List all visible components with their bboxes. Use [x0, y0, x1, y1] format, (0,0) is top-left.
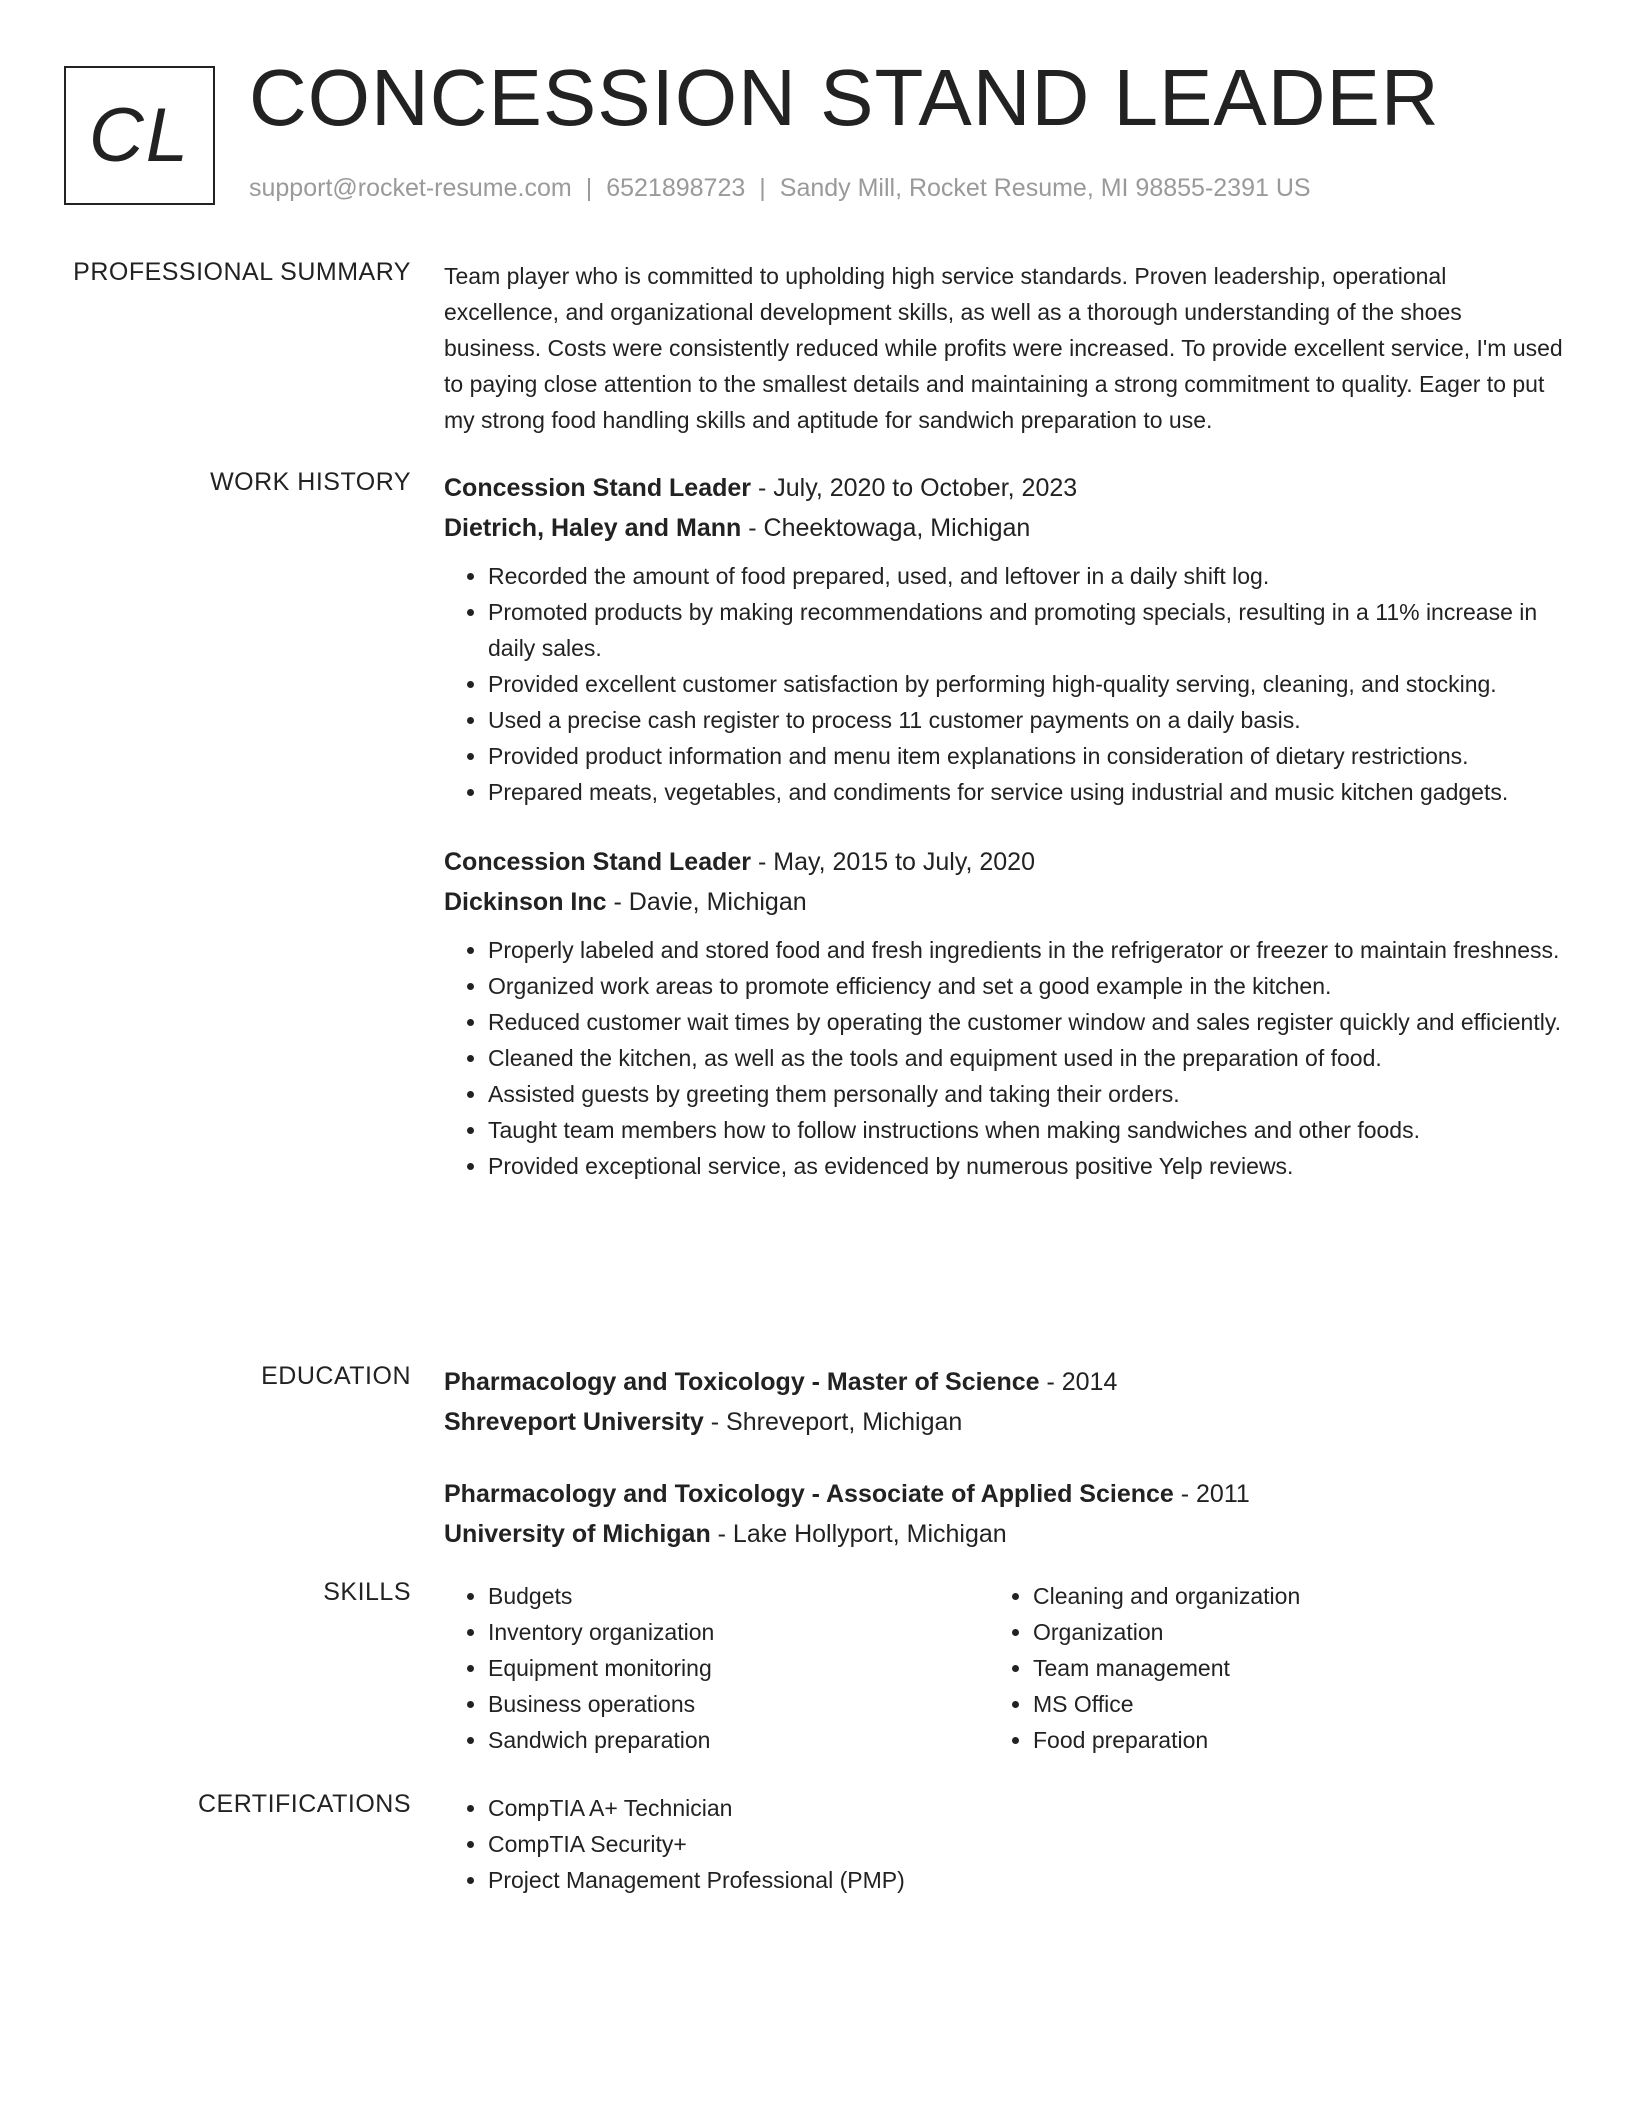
section-heading: PROFESSIONAL SUMMARY	[73, 258, 411, 286]
contact-phone[interactable]: 6521898723	[606, 174, 746, 202]
job-location: - Davie, Michigan	[606, 888, 807, 916]
contact-line	[249, 174, 1311, 203]
job-bullet: • Prepared meats, vegetables, and condiments for service using industrial and music kitchen gadgets.	[488, 774, 1564, 810]
certification-item: • Project Management Professional (PMP)	[488, 1862, 1564, 1898]
job-title: Concession Stand Leader	[444, 474, 752, 502]
contact-address: Sandy Mill, Rocket Resume, MI 98855-2391 US	[779, 174, 1311, 202]
school: University of Michigan	[444, 1520, 711, 1548]
education-body	[444, 1362, 1564, 1554]
degree: Pharmacology and Toxicology - Master of Science	[444, 1368, 1040, 1396]
job-bullet: • Used a precise cash register to process 11 customer payments on a daily basis.	[488, 702, 1564, 738]
school: Shreveport University	[444, 1408, 704, 1436]
job-bullet: • Taught team members how to follow instructions when making sandwiches and other foods.	[488, 1112, 1564, 1148]
degree-line	[444, 1362, 1564, 1402]
skill-item: • Organization	[1033, 1614, 1533, 1650]
summary-body	[444, 258, 1564, 438]
job-bullet: • Assisted guests by greeting them personally and taking their orders.	[488, 1076, 1564, 1112]
work-history-body	[444, 468, 1564, 1184]
job-bullet: • Recorded the amount of food prepared, used, and leftover in a daily shift log.	[488, 558, 1564, 594]
skill-item: • Cleaning and organization	[1033, 1578, 1533, 1614]
skill-item: • Food preparation	[1033, 1722, 1533, 1758]
job-dates: - July, 2020 to October, 2023	[751, 474, 1078, 502]
contact-separator: |	[585, 174, 593, 202]
skill-item: • Team management	[1033, 1650, 1533, 1686]
job-bullet: • Organized work areas to promote efficiency and set a good example in the kitchen.	[488, 968, 1564, 1004]
job-company-line	[444, 508, 1564, 548]
job-location: - Cheektowaga, Michigan	[741, 514, 1031, 542]
job-company: Dickinson Inc	[444, 888, 607, 916]
job-bullet: • Promoted products by making recommendations and promoting specials, resulting in a 11% increase in daily sales.	[488, 594, 1564, 666]
contact-separator: |	[759, 174, 766, 202]
job-entry	[444, 842, 1564, 1184]
school-line	[444, 1514, 1564, 1554]
job-bullet: • Properly labeled and stored food and fresh ingredients in the refrigerator or freezer to maintain freshness.	[488, 932, 1564, 968]
section-heading: SKILLS	[323, 1578, 411, 1606]
job-title-line	[444, 842, 1564, 882]
skills-column	[444, 1578, 988, 1758]
job-title-line	[444, 468, 1564, 508]
section-heading: WORK HISTORY	[210, 468, 411, 496]
certifications-list	[444, 1790, 1564, 1898]
skill-item: • Budgets	[488, 1578, 988, 1614]
skill-item: • Business operations	[488, 1686, 988, 1722]
job-title: Concession Stand Leader	[444, 848, 752, 876]
job-dates: - May, 2015 to July, 2020	[751, 848, 1035, 876]
school-location: - Lake Hollyport, Michigan	[710, 1520, 1007, 1548]
job-entry	[444, 468, 1564, 810]
skill-item: • Inventory organization	[488, 1614, 988, 1650]
resume-title: CONCESSION STAND LEADER	[249, 53, 1440, 142]
skill-item: • Sandwich preparation	[488, 1722, 988, 1758]
skill-item: • Equipment monitoring	[488, 1650, 988, 1686]
skills-body	[444, 1578, 1564, 1758]
job-bullet: • Reduced customer wait times by operating the customer window and sales register quickly and efficiently.	[488, 1004, 1564, 1040]
skills-column	[989, 1578, 1533, 1758]
section-heading: CERTIFICATIONS	[197, 1790, 411, 1818]
monogram-logo: CL	[64, 66, 215, 205]
job-bullet: • Provided exceptional service, as evidenced by numerous positive Yelp reviews.	[488, 1148, 1564, 1184]
job-bullets	[444, 932, 1564, 1184]
school-line	[444, 1402, 1564, 1442]
degree-year: - 2014	[1039, 1368, 1118, 1396]
degree: Pharmacology and Toxicology - Associate of Applied Science	[444, 1480, 1174, 1508]
school-location: - Shreveport, Michigan	[703, 1408, 963, 1436]
certifications-body	[444, 1790, 1564, 1898]
certification-item: • CompTIA A+ Technician	[488, 1790, 1564, 1826]
section-heading: EDUCATION	[261, 1362, 411, 1390]
certification-item: • CompTIA Security+	[488, 1826, 1564, 1862]
job-company: Dietrich, Haley and Mann	[444, 514, 742, 542]
job-bullet: • Cleaned the kitchen, as well as the tools and equipment used in the preparation of food.	[488, 1040, 1564, 1076]
degree-line	[444, 1474, 1564, 1514]
contact-email[interactable]: support@rocket-resume.com	[249, 174, 572, 202]
job-bullet: • Provided product information and menu item explanations in consideration of dietary restrictions.	[488, 738, 1564, 774]
job-bullet: • Provided excellent customer satisfaction by performing high-quality serving, cleaning, and stocking.	[488, 666, 1564, 702]
education-entry	[444, 1362, 1564, 1442]
job-bullets	[444, 558, 1564, 810]
skill-item: • MS Office	[1033, 1686, 1533, 1722]
education-entry	[444, 1474, 1564, 1554]
summary-text: Team player who is committed to upholding high service standards. Proven leadership, operational excellence, and organizational development skills, as well as a thorough understanding of the shoes business. Costs were consistently reduced while profits were increased. To provide excellent service, I'm used to paying close attention to the smallest details and maintaining a strong commitment to quality. Eager to put my strong food handling skills and aptitude for sandwich preparation to use.	[444, 263, 1563, 433]
job-company-line	[444, 882, 1564, 922]
degree-year: - 2011	[1173, 1480, 1250, 1508]
